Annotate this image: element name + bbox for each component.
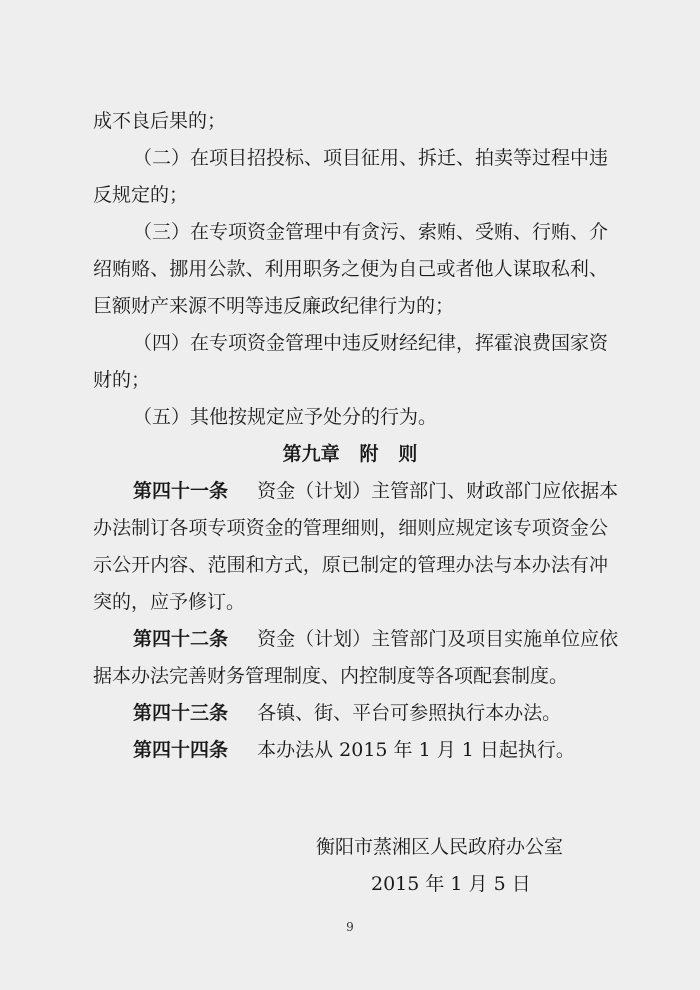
article-41-text: 资金（计划）主管部门、财政部门应依据本 xyxy=(257,480,619,502)
page-number: 9 xyxy=(346,920,354,934)
issue-date: 2015 年 1 月 5 日 xyxy=(371,873,531,895)
article-44-text: 本办法从 2015 年 1 月 1 日起执行。 xyxy=(257,739,575,761)
article-41-first-line xyxy=(133,479,618,503)
article-42-first-line xyxy=(133,627,618,651)
body-line: 成不良后果的； xyxy=(93,110,227,132)
chapter-heading: 第九章 附 则 xyxy=(282,443,418,465)
body-line: （五）其他按规定应予处分的行为。 xyxy=(133,406,438,428)
issuer-name: 衡阳市蒸湘区人民政府办公室 xyxy=(316,836,564,858)
body-line: （四）在专项资金管理中违反财经纪律，挥霍浪费国家资 xyxy=(133,332,609,354)
body-line: 财的； xyxy=(93,369,151,391)
article-43-label: 第四十三条 xyxy=(133,702,229,724)
article-43-text: 各镇、街、平台可参照执行本办法。 xyxy=(257,702,562,724)
article-41-label: 第四十一条 xyxy=(133,480,229,502)
body-line: 办法制订各项专项资金的管理细则，细则应规定该专项资金公 xyxy=(93,517,608,539)
article-44-line xyxy=(133,738,575,762)
article-42-text: 资金（计划）主管部门及项目实施单位应依 xyxy=(257,628,619,650)
body-line: （三）在专项资金管理中有贪污、索贿、受贿、行贿、介 xyxy=(133,221,609,243)
article-44-label: 第四十四条 xyxy=(133,739,229,761)
article-42-label: 第四十二条 xyxy=(133,628,229,650)
article-43-line xyxy=(133,701,561,725)
body-line: 据本办法完善财务管理制度、内控制度等各项配套制度。 xyxy=(93,665,569,687)
body-line: 反规定的； xyxy=(93,184,189,206)
body-line: 绍贿赂、挪用公款、利用职务之便为自己或者他人谋取私利、 xyxy=(93,258,608,280)
body-line: （二）在项目招投标、项目征用、拆迁、拍卖等过程中违 xyxy=(133,147,609,169)
body-line: 突的，应予修订。 xyxy=(93,591,246,613)
body-line: 示公开内容、范围和方式，原已制定的管理办法与本办法有冲 xyxy=(93,554,608,576)
body-line: 巨额财产来源不明等违反廉政纪律行为的； xyxy=(93,295,455,317)
